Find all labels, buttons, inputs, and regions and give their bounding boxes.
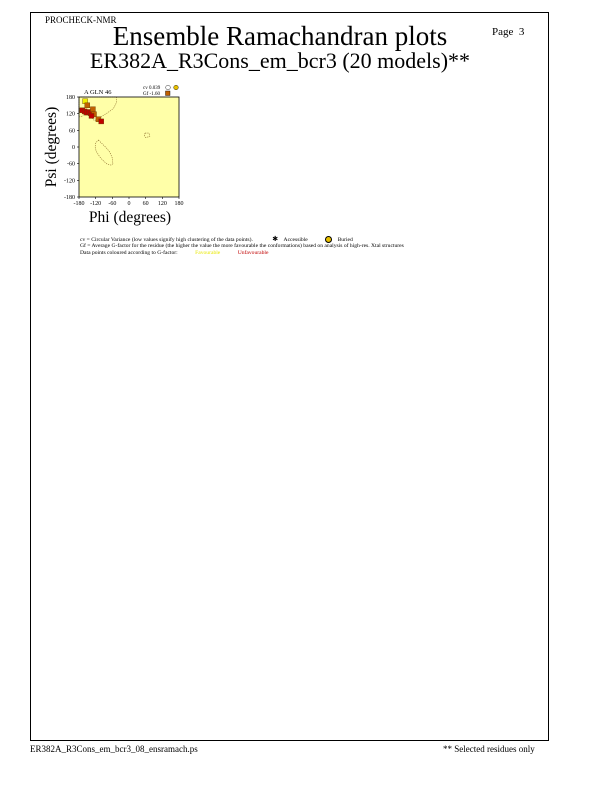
data-point [89, 113, 94, 118]
page-label: Page [492, 26, 514, 38]
accessible-icon: ✱ [272, 235, 279, 243]
x-tick-label: -180 [73, 201, 85, 207]
cv-buried-marker [166, 85, 179, 90]
legend-unfavourable: Unfavourable [237, 250, 269, 256]
x-axis-label: Phi (degrees) [88, 209, 172, 226]
y-tick-label: 0 [72, 145, 75, 151]
x-tick-label: -60 [108, 201, 117, 207]
legend-cv-text: cv = Circular Variance (low values signify high clustering of the data points). [80, 237, 253, 243]
x-tick-label: 60 [142, 201, 149, 207]
legend-accessible: Accessible [283, 237, 308, 243]
buried-circle-icon [174, 85, 179, 90]
page-title: Ensemble Ramachandran plots [112, 21, 448, 51]
legend-colour-line [80, 250, 268, 257]
y-tick-label: 120 [66, 111, 75, 118]
cv-value: cv 0.039 [143, 86, 161, 91]
page-subtitle: ER382A_R3Cons_em_bcr3 (20 models)** [89, 48, 471, 73]
data-point [99, 119, 104, 124]
data-point [85, 103, 90, 108]
y-tick-label: 180 [66, 95, 75, 101]
y-tick-label: -60 [67, 161, 75, 168]
gf-value: Gf -1.60 [143, 92, 160, 97]
x-tick-label: -120 [90, 201, 102, 207]
data-point [90, 107, 95, 112]
footer-note: ** Selected residues only [443, 744, 535, 754]
legend-colour-text: Data points coloured according to G-factor: [80, 250, 178, 256]
page-number-value: 3 [518, 26, 525, 38]
y-tick-label: 60 [69, 128, 75, 135]
x-tick-label: 180 [174, 201, 184, 207]
y-axis-label: Psi (degrees) [43, 106, 60, 188]
y-tick-label: -120 [64, 178, 75, 185]
x-tick-label: 120 [157, 201, 167, 207]
x-tick-label: 0 [127, 201, 131, 207]
legend-gf-line: Gf = Average G-factor for the residue (the higher the value the more favourable the conformations) based on analysis of high-res. Xtal structures [80, 243, 404, 249]
cv-circle-icon [166, 85, 171, 90]
legend-buried: Buried [337, 237, 353, 243]
gf-colour-marker [166, 91, 171, 96]
footer-filename: ER382A_R3Cons_em_bcr3_08_ensramach.ps [30, 744, 198, 754]
panel-label: A GLN 46 [84, 89, 112, 96]
program-name: PROCHECK-NMR [45, 15, 117, 25]
legend-favourable: Favourable [195, 250, 221, 256]
y-tick-label: -180 [64, 195, 75, 201]
